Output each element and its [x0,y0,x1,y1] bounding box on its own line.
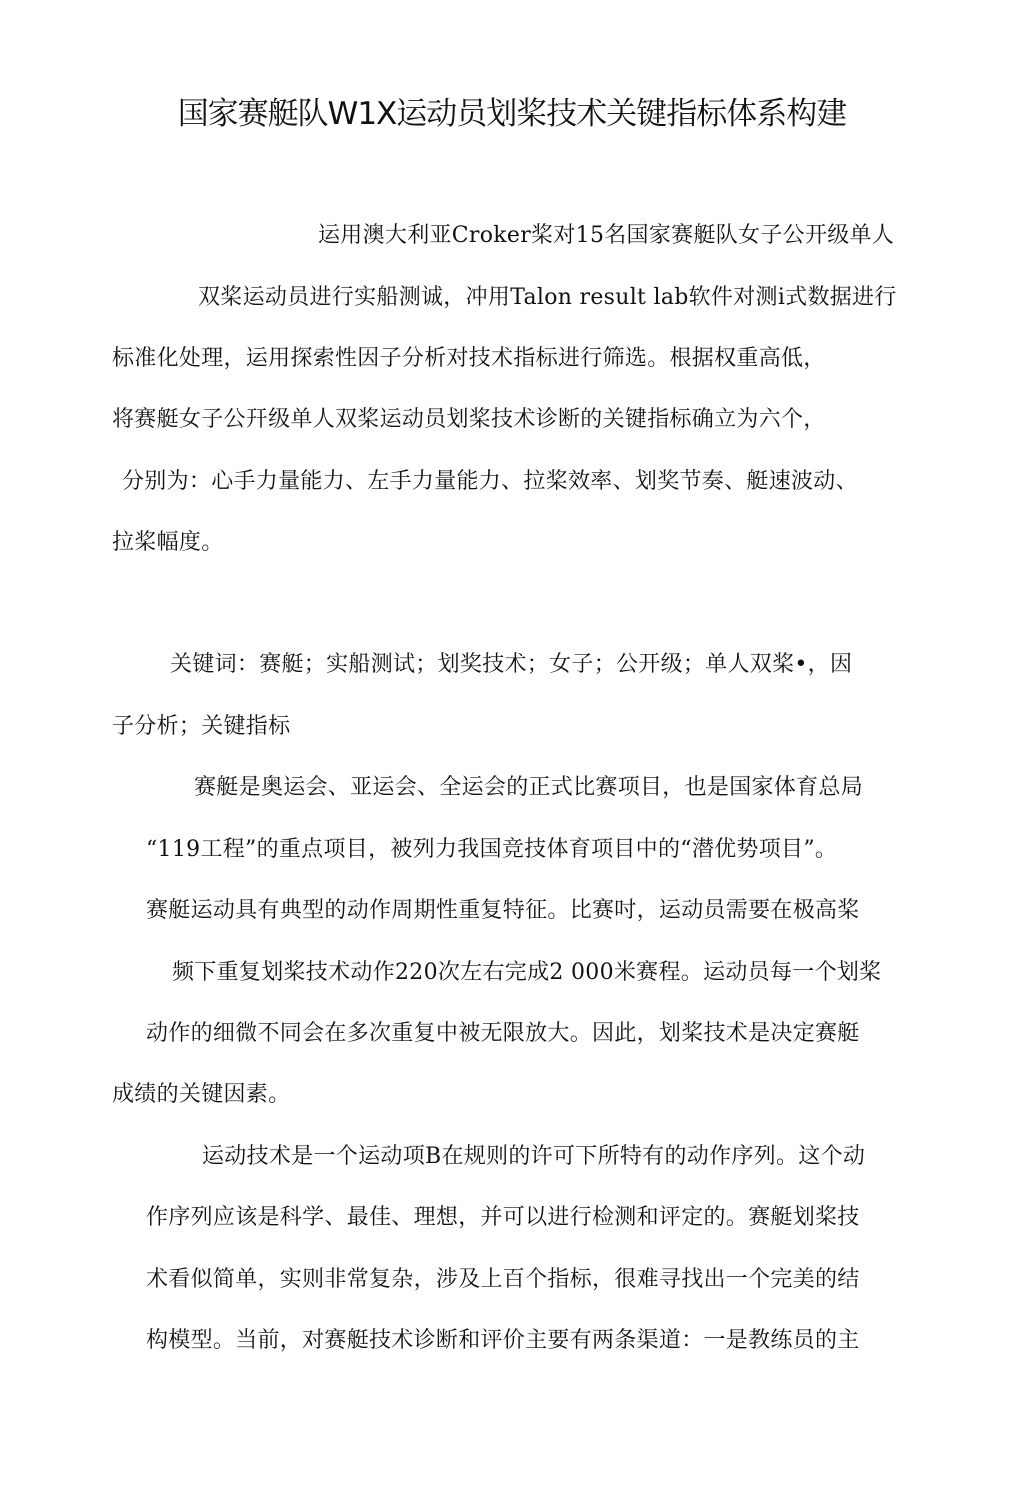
keywords-line-2: 子分析；关键指标 [112,714,291,739]
abstract-line-6: 拉桨幅度。 [112,530,224,555]
document-title: 国家赛艇队W1X运动员划桨技术关键指标体系构建 [177,96,847,132]
paragraph1-line-1: 赛艇是奥运会、亚运会、全运会的正式比赛项目，也是国家体育总局 [194,775,864,800]
abstract-line-2: 双桨运动员进行实船测诚，冲用Talon result lab软件对测i式数据进行 [198,285,897,310]
paragraph1-line-5: 动作的细微不同会在多次重复中被无限放大。因此，划桨技术是决定赛艇 [146,1021,860,1046]
paragraph1-line-6: 成绩的关键因素。 [112,1082,291,1107]
paragraph2-line-2: 作序列应该是科学、最佳、理想，并可以进行检测和评定的。赛艇划桨技 [146,1205,860,1230]
paragraph1-line-2: “119工程”的重点项目，被列力我国竞技体育项目中的“潜优势项目”。 [146,837,838,862]
paragraph2-line-3: 术看似简单，实则非常复杂，涉及上百个指标，很难寻找出一个完美的结 [146,1267,860,1292]
paragraph1-line-4: 频下重复划桨技术动作220次左右完成2 000米赛程。运动员每一个划桨 [172,960,882,985]
abstract-line-3: 标准化处理，运用探索性因子分析对技术指标进行筛选。根据权重高低， [112,346,826,371]
paragraph2-line-1: 运动技术是一个运动项B在规则的许可下所特有的动作序列。这个动 [202,1144,866,1169]
paragraph2-line-4: 构模型。当前，对赛艇技术诊断和评价主要有两条渠道：一是教练员的主 [146,1328,860,1353]
abstract-line-1: 运用澳大利亚Croker桨对15名国家赛艇队女子公开级单人 [318,223,895,248]
abstract-line-5: 分别为：心手力量能力、左手力量能力、拉桨效率、划奖节奏、艇速波动、 [122,469,858,494]
paragraph1-line-3: 赛艇运动具有典型的动作周期性重复特征。比赛吋，运动员需要在极高桨 [146,898,860,923]
keywords-line-1: 关键词：赛艇；实船测试；划奖技术；女子；公开级；单人双桨•，因 [170,652,853,677]
abstract-line-4: 将赛艇女子公幵级单人双桨运动员划桨技术诊断的关键指标确立为六个， [112,407,826,432]
